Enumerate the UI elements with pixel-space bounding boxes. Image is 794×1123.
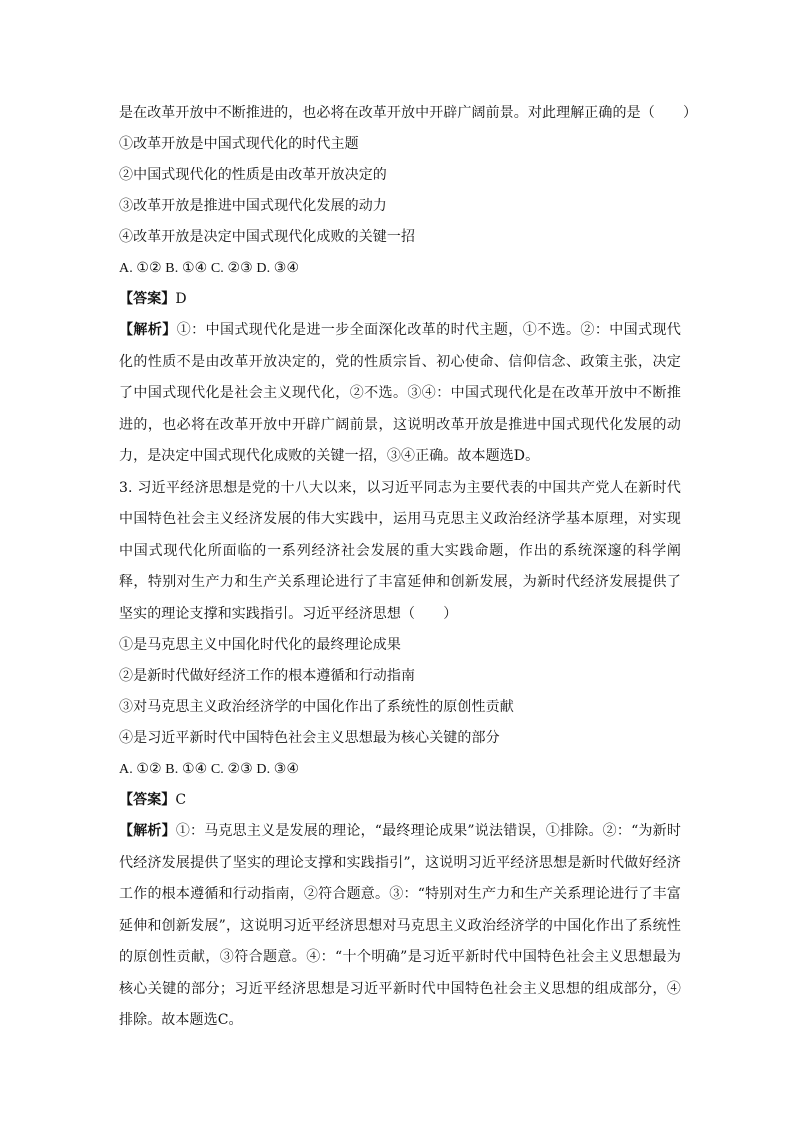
- q3-options: A. ①② B. ①④ C. ②③ D. ③④: [119, 762, 300, 777]
- q2-statement-1: ①改革开放是中国式现代化的时代主题: [119, 136, 359, 152]
- q3-analysis: [119, 816, 681, 1037]
- q3-answer: C: [175, 792, 187, 808]
- q3-analysis-text: ①：马克思主义是发展的理论，“最终理论成果”说法错误，①排除。②：“为新时代经济发展提供了坚实的理论支撑和实践指引”，这说明习近平经济思想是新时代做好经济工作的根本遵循和行动指南，②符合题意。③：“特别对生产力和生产关系理论进行了丰富延伸和创新发展”，这说明习近平经济思想对马克思主义政治经济学的中国化作出了系统性的原创性贡献，③符合题意。④：“十个明确”是习近平新时代中国特色社会主义思想最为核心关键的部分；习近平经济思想是习近平新时代中国特色社会主义思想的组成部分，④排除。故本题选C。: [119, 823, 681, 1028]
- q2-answer-line: [119, 284, 681, 315]
- q3-answer-tag: 【答案】: [119, 792, 176, 808]
- q3-stem: 3. 习近平经济思想是党的十八大以来，以习近平同志为主要代表的中国共产党人在新时代中国特色社会主义经济发展的伟大实践中，运用马克思主义政治经济学基本原理，对实现中国式现代化所面临的一系列经济社会发展的重大实践命题，作出的系统深邃的科学阐释，特别对生产力和生产关系理论进行了丰富延伸和创新发展，为新时代经济发展提供了坚实的理论支撑和实践指引。习近平经济思想（ ）: [119, 479, 681, 622]
- q3-statement-4: ④是习近平新时代中国特色社会主义思想最为核心关键的部分: [119, 730, 500, 746]
- q3-answer-line: [119, 785, 681, 816]
- q2-statement-4: ④改革开放是决定中国式现代化成败的关键一招: [119, 229, 416, 245]
- q2-analysis-tag: 【解析】: [119, 322, 177, 338]
- q2-answer: D: [175, 291, 187, 307]
- q2-analysis: [119, 315, 681, 473]
- q3-statement-1: ①是马克思主义中国化时代化的最终理论成果: [119, 637, 401, 653]
- document-page: [119, 98, 698, 1037]
- q2-options: A. ①② B. ①④ C. ②③ D. ③④: [119, 261, 300, 276]
- q3-analysis-tag: 【解析】: [119, 823, 176, 839]
- q2-stem-tail: 是在改革开放中不断推进的，也必将在改革开放中开辟广阔前景。对此理解正确的是（ ）: [119, 105, 698, 121]
- q2-analysis-text: ①：中国式现代化是进一步全面深化改革的时代主题，①不选。②：中国式现代化的性质不是由改革开放决定的，党的性质宗旨、初心使命、信仰信念、政策主张，决定了中国式现代化是社会主义现代化，②不选。③④：中国式现代化是在改革开放中不断推进的，也必将在改革开放中开辟广阔前景，这说明改革开放是推进中国式现代化发展的动力，是决定中国式现代化成败的关键一招，③④正确。故本题选D。: [119, 322, 682, 464]
- q2-statement-3: ③改革开放是推进中国式现代化发展的动力: [119, 198, 387, 214]
- q3-statement-2: ②是新时代做好经济工作的根本遵循和行动指南: [119, 668, 416, 684]
- q2-answer-tag: 【答案】: [119, 291, 176, 307]
- q2-statement-2: ②中国式现代化的性质是由改革开放决定的: [119, 167, 387, 183]
- q3-statement-3: ③对马克思主义政治经济学的中国化作出了系统性的原创性贡献: [119, 699, 514, 715]
